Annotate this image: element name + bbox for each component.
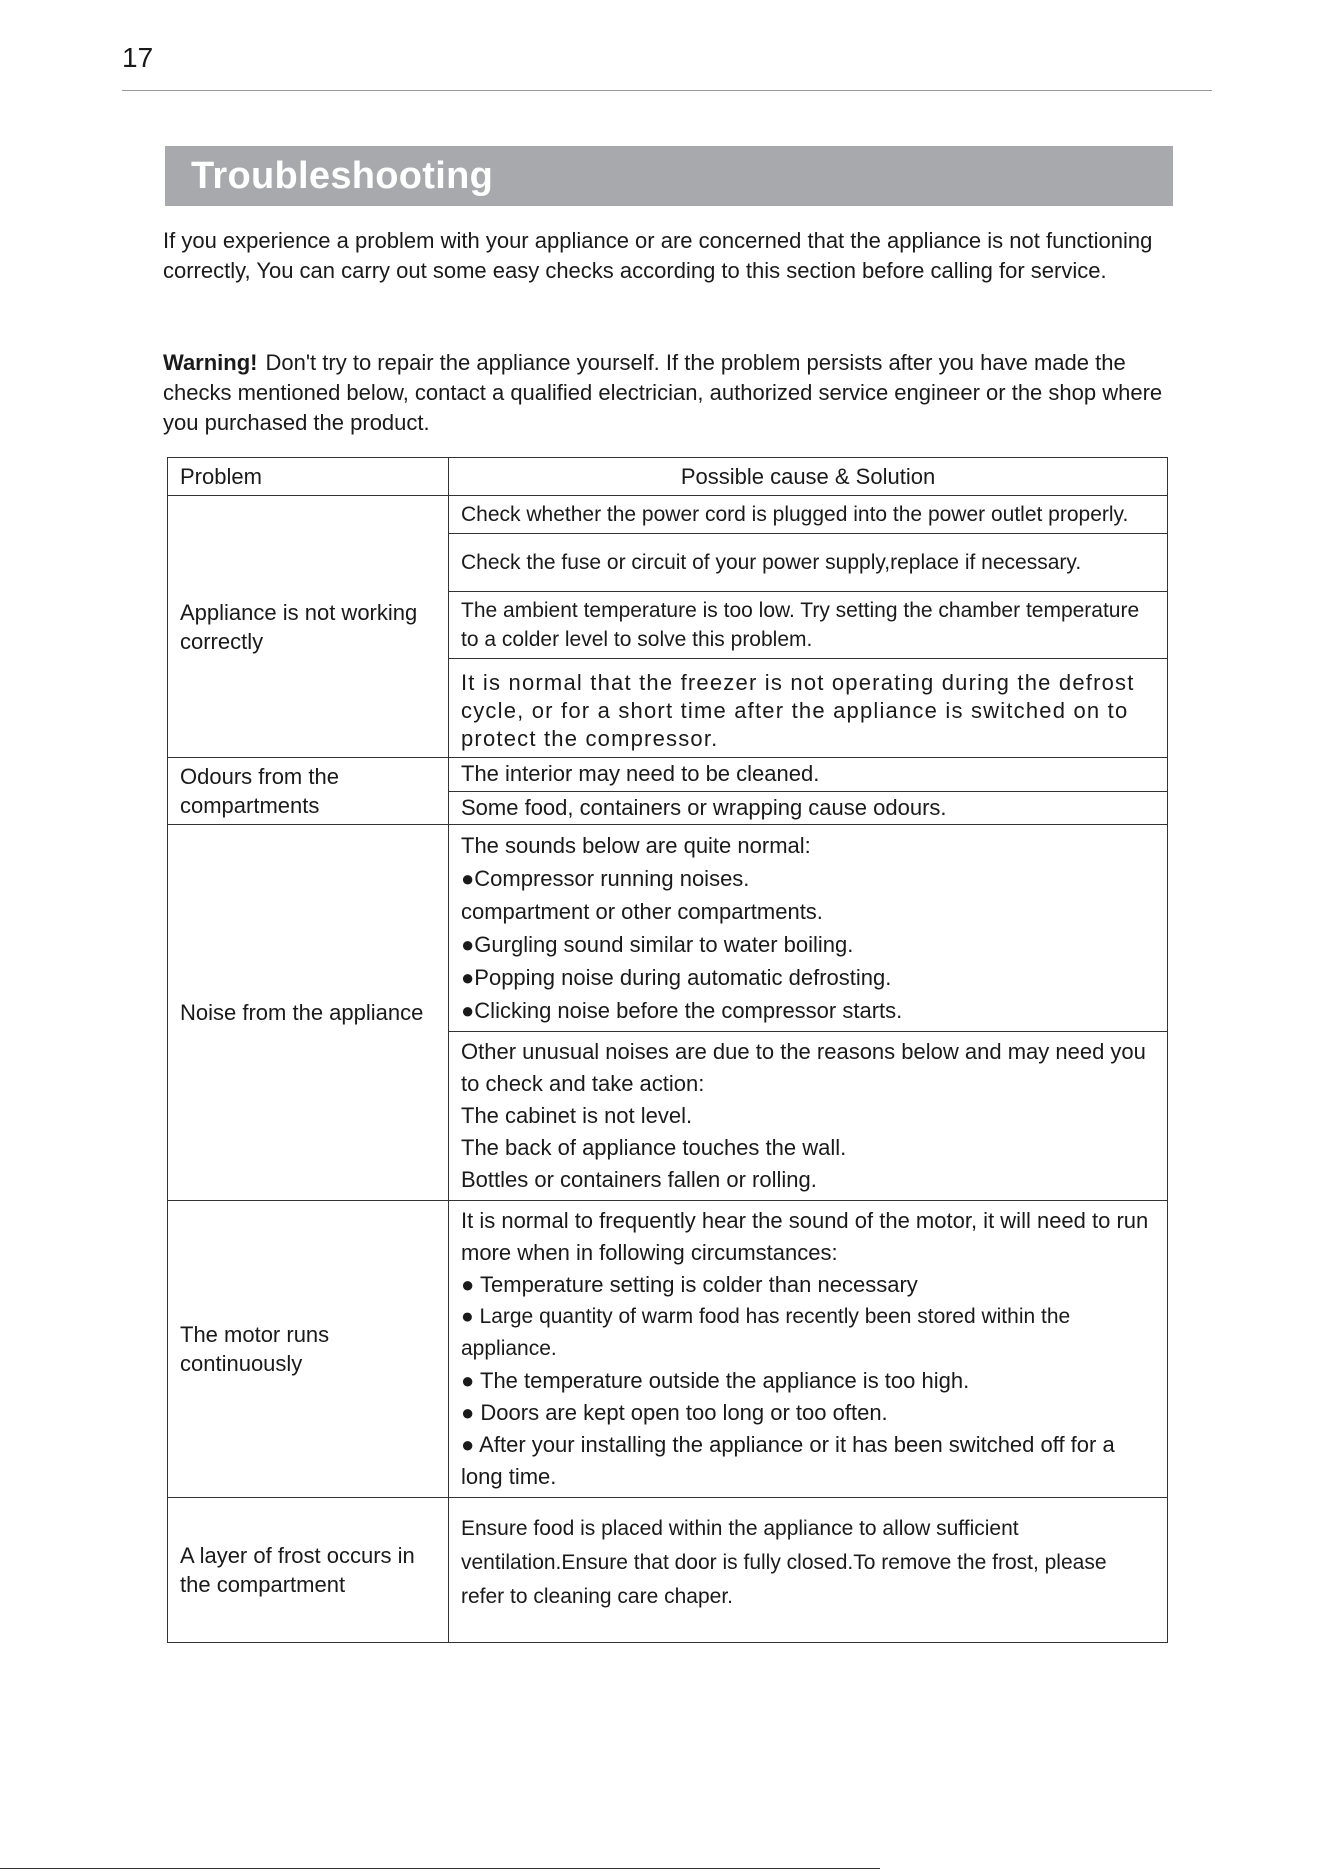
solution-text: The interior may need to be cleaned. xyxy=(461,761,820,786)
solution-text: ● The temperature outside the appliance is too high. xyxy=(461,1368,970,1393)
footer-rule xyxy=(0,1868,880,1869)
table-row xyxy=(168,825,1168,1032)
section-title: Troubleshooting xyxy=(191,155,494,197)
table-row xyxy=(168,496,1168,534)
solution-text: Check the fuse or circuit of your power supply,replace if necessary. xyxy=(461,551,1082,574)
solution-text: The back of appliance touches the wall. xyxy=(461,1135,847,1160)
solution-text: ●Popping noise during automatic defrosting. xyxy=(461,965,892,990)
solution-cell xyxy=(449,592,1168,659)
solution-text: The cabinet is not level. xyxy=(461,1103,693,1128)
solution-cell xyxy=(449,496,1168,534)
solution-cell xyxy=(449,1201,1168,1498)
warning-paragraph xyxy=(163,348,1173,438)
problem-cell: Odours from the compartments xyxy=(168,758,449,825)
solution-text: ●Clicking noise before the compressor starts. xyxy=(461,998,903,1023)
solution-cell xyxy=(449,1032,1168,1201)
solution-text: compartment or other compartments. xyxy=(461,899,823,924)
solution-text: Some food, containers or wrapping cause odours. xyxy=(461,794,947,820)
warning-text: Don't try to repair the appliance yourself. If the problem persists after you have made the checks mentioned below, contact a qualified electrician, authorized service engineer or the shop where you purchased the product. xyxy=(163,350,1163,435)
solution-text: The ambient temperature is too low. Try setting the chamber temperature to a colder level to solve this problem. xyxy=(461,599,1140,651)
solution-text: The sounds below are quite normal: xyxy=(461,833,811,858)
solution-text: ●Compressor running noises. xyxy=(461,866,750,891)
page-number: 17 xyxy=(122,42,154,73)
header-problem: Problem xyxy=(168,458,449,496)
table-header-row xyxy=(168,458,1168,496)
solution-text: Bottles or containers fallen or rolling. xyxy=(461,1167,817,1192)
table-row xyxy=(168,758,1168,792)
solution-text: Other unusual noises are due to the reasons below and may need you to check and take action: xyxy=(461,1039,1146,1096)
solution-cell xyxy=(449,534,1168,592)
troubleshooting-table xyxy=(167,457,1168,1643)
solution-cell xyxy=(449,791,1168,825)
solution-text: It is normal that the freezer is not operating during the defrost cycle, or for a short time after the appliance is switched on to protect the compressor. xyxy=(461,670,1135,751)
section-banner xyxy=(165,146,1173,206)
header-cause: Possible cause & Solution xyxy=(449,458,1168,496)
solution-text: ● Temperature setting is colder than necessary xyxy=(461,1272,918,1297)
solution-cell xyxy=(449,758,1168,792)
solution-cell xyxy=(449,1498,1168,1643)
solution-cell xyxy=(449,659,1168,758)
solution-text: ●Gurgling sound similar to water boiling. xyxy=(461,932,854,957)
problem-cell: The motor runs continuously xyxy=(168,1201,449,1498)
solution-text: Ensure food is placed within the appliance to allow sufficient ventilation.Ensure that door is fully closed.To remove the frost, please refer to cleaning care chaper. xyxy=(461,1517,1107,1608)
solution-text: ● Large quantity of warm food has recently been stored within the appliance. xyxy=(461,1305,1071,1360)
problem-cell: Noise from the appliance xyxy=(168,825,449,1201)
solution-text: Check whether the power cord is plugged into the power outlet properly. xyxy=(461,503,1129,526)
problem-cell: Appliance is not working correctly xyxy=(168,496,449,758)
intro-paragraph: If you experience a problem with your appliance or are concerned that the appliance is not functioning correctly, You can carry out some easy checks according to this section before calling for service. xyxy=(163,228,1153,283)
table-row xyxy=(168,1498,1168,1643)
table-row xyxy=(168,1201,1168,1498)
header-rule xyxy=(122,90,1212,91)
solution-text: ● After your installing the appliance or it has been switched off for a long time. xyxy=(461,1432,1115,1489)
solution-text: ● Doors are kept open too long or too often. xyxy=(461,1400,888,1425)
solution-text: It is normal to frequently hear the sound of the motor, it will need to run more when in following circumstances: xyxy=(461,1208,1149,1265)
solution-cell xyxy=(449,825,1168,1032)
warning-label: Warning! xyxy=(163,350,258,375)
problem-cell: A layer of frost occurs in the compartment xyxy=(168,1498,449,1643)
